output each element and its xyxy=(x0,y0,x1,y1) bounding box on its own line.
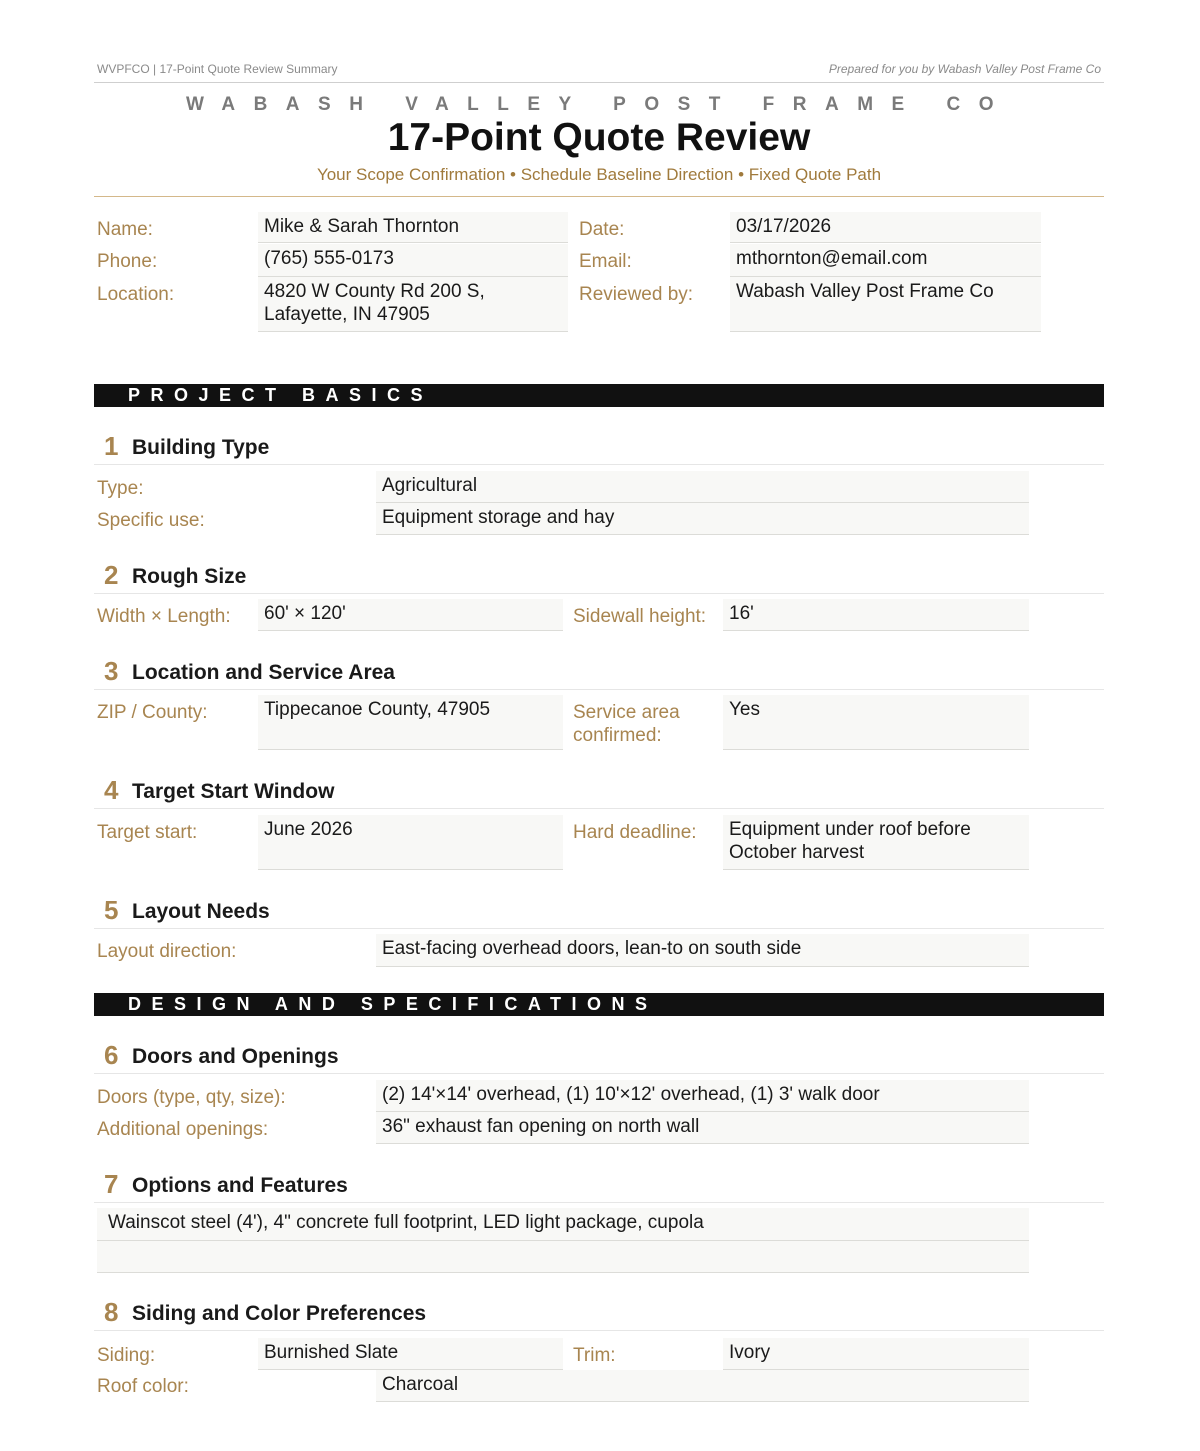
options-field: Wainscot steel (4'), 4" concrete full footprint, LED light package, cupola xyxy=(97,1208,1029,1241)
location-label: Location: xyxy=(97,284,175,305)
section-header-building-type xyxy=(94,431,1104,465)
reviewed-by-label: Reviewed by: xyxy=(579,284,694,305)
reviewed-by-field: Wabash Valley Post Frame Co xyxy=(730,277,1041,332)
sidewall-height-label: Sidewall height: xyxy=(573,606,707,627)
section-number: 6 xyxy=(104,1040,119,1070)
siding-field: Burnished Slate xyxy=(258,1338,563,1370)
location-line-1: 4820 W County Rd 200 S, xyxy=(264,281,485,302)
section-header-options-features xyxy=(94,1169,1104,1203)
additional-openings-field: 36" exhaust fan opening on north wall xyxy=(376,1112,1029,1144)
specific-use-label: Specific use: xyxy=(97,510,205,531)
section-header-rough-size xyxy=(94,560,1104,594)
target-start-field: June 2026 xyxy=(258,815,563,870)
service-area-label-line-1: Service area xyxy=(573,702,680,723)
email-label: Email: xyxy=(579,251,632,272)
section-header-location-service xyxy=(94,656,1104,690)
doors-field: (2) 14'×14' overhead, (1) 10'×12' overhead, (1) 3' walk door xyxy=(376,1080,1029,1112)
section-number: 2 xyxy=(104,560,119,590)
section-header-target-start xyxy=(94,775,1104,809)
phone-field: (765) 555-0173 xyxy=(258,244,568,277)
company-name: WABASH VALLEY POST FRAME CO xyxy=(185,94,1013,115)
siding-label: Siding: xyxy=(97,1345,156,1366)
layout-direction-field: East-facing overhead doors, lean-to on south side xyxy=(376,934,1029,967)
hard-deadline-field xyxy=(723,815,1029,870)
roof-color-label: Roof color: xyxy=(97,1376,189,1397)
target-start-label: Target start: xyxy=(97,822,198,843)
service-area-label xyxy=(573,701,680,747)
phone-label: Phone: xyxy=(97,251,158,272)
date-label: Date: xyxy=(579,219,625,240)
section-header-doors-openings xyxy=(94,1040,1104,1074)
width-length-field: 60' × 120' xyxy=(258,599,563,631)
section-title: Layout Needs xyxy=(132,900,270,923)
email-field: mthornton@email.com xyxy=(730,244,1041,277)
service-area-label-line-2: confirmed: xyxy=(573,725,662,746)
location-line-2: Lafayette, IN 47905 xyxy=(264,304,430,325)
zip-county-label: ZIP / County: xyxy=(97,702,208,723)
layout-direction-label: Layout direction: xyxy=(97,941,237,962)
roof-color-field: Charcoal xyxy=(376,1370,1029,1402)
hard-deadline-line-2: October harvest xyxy=(729,842,865,863)
name-label: Name: xyxy=(97,219,153,240)
doors-label: Doors (type, qty, size): xyxy=(97,1087,286,1108)
section-title: Rough Size xyxy=(132,565,247,588)
section-number: 4 xyxy=(104,775,119,805)
building-type-field: Agricultural xyxy=(376,471,1029,503)
section-title: Building Type xyxy=(132,436,270,459)
building-type-label: Type: xyxy=(97,478,144,499)
section-number: 3 xyxy=(104,656,119,686)
page-subtitle: Your Scope Confirmation • Schedule Baseline Direction • Fixed Quote Path xyxy=(316,165,882,184)
specific-use-field: Equipment storage and hay xyxy=(376,503,1029,535)
section-number: 7 xyxy=(104,1169,119,1199)
sidewall-height-field: 16' xyxy=(723,599,1029,631)
header-divider xyxy=(94,196,1104,197)
section-title: Location and Service Area xyxy=(132,661,395,684)
page-title: 17-Point Quote Review xyxy=(387,116,811,159)
running-header xyxy=(94,60,1104,83)
name-field: Mike & Sarah Thornton xyxy=(258,212,568,243)
date-field: 03/17/2026 xyxy=(730,212,1041,243)
additional-openings-label: Additional openings: xyxy=(97,1119,269,1140)
section-number: 8 xyxy=(104,1297,119,1327)
hard-deadline-line-1: Equipment under roof before xyxy=(729,819,971,840)
location-field xyxy=(258,277,568,332)
hard-deadline-label: Hard deadline: xyxy=(573,822,697,843)
section-header-layout-needs xyxy=(94,895,1104,929)
section-number: 5 xyxy=(104,895,119,925)
section-band-project-basics: PROJECT BASICS xyxy=(94,384,1104,407)
section-title: Doors and Openings xyxy=(132,1045,339,1068)
width-length-label: Width × Length: xyxy=(97,606,231,627)
header-prepared-by: Prepared for you by Wabash Valley Post Frame Co xyxy=(828,62,1101,76)
service-area-field: Yes xyxy=(723,695,1029,750)
section-title: Siding and Color Preferences xyxy=(132,1302,427,1325)
options-field-blank-line xyxy=(97,1241,1029,1273)
section-header-siding-color xyxy=(94,1297,1104,1331)
section-number: 1 xyxy=(104,431,119,461)
section-title: Target Start Window xyxy=(132,780,335,803)
header-doc-id: WVPFCO | 17-Point Quote Review Summary xyxy=(97,62,338,76)
trim-field: Ivory xyxy=(723,1338,1029,1370)
zip-county-field: Tippecanoe County, 47905 xyxy=(258,695,563,750)
section-title: Options and Features xyxy=(132,1174,348,1197)
trim-label: Trim: xyxy=(573,1345,616,1366)
section-band-design-specifications: DESIGN AND SPECIFICATIONS xyxy=(94,993,1104,1016)
